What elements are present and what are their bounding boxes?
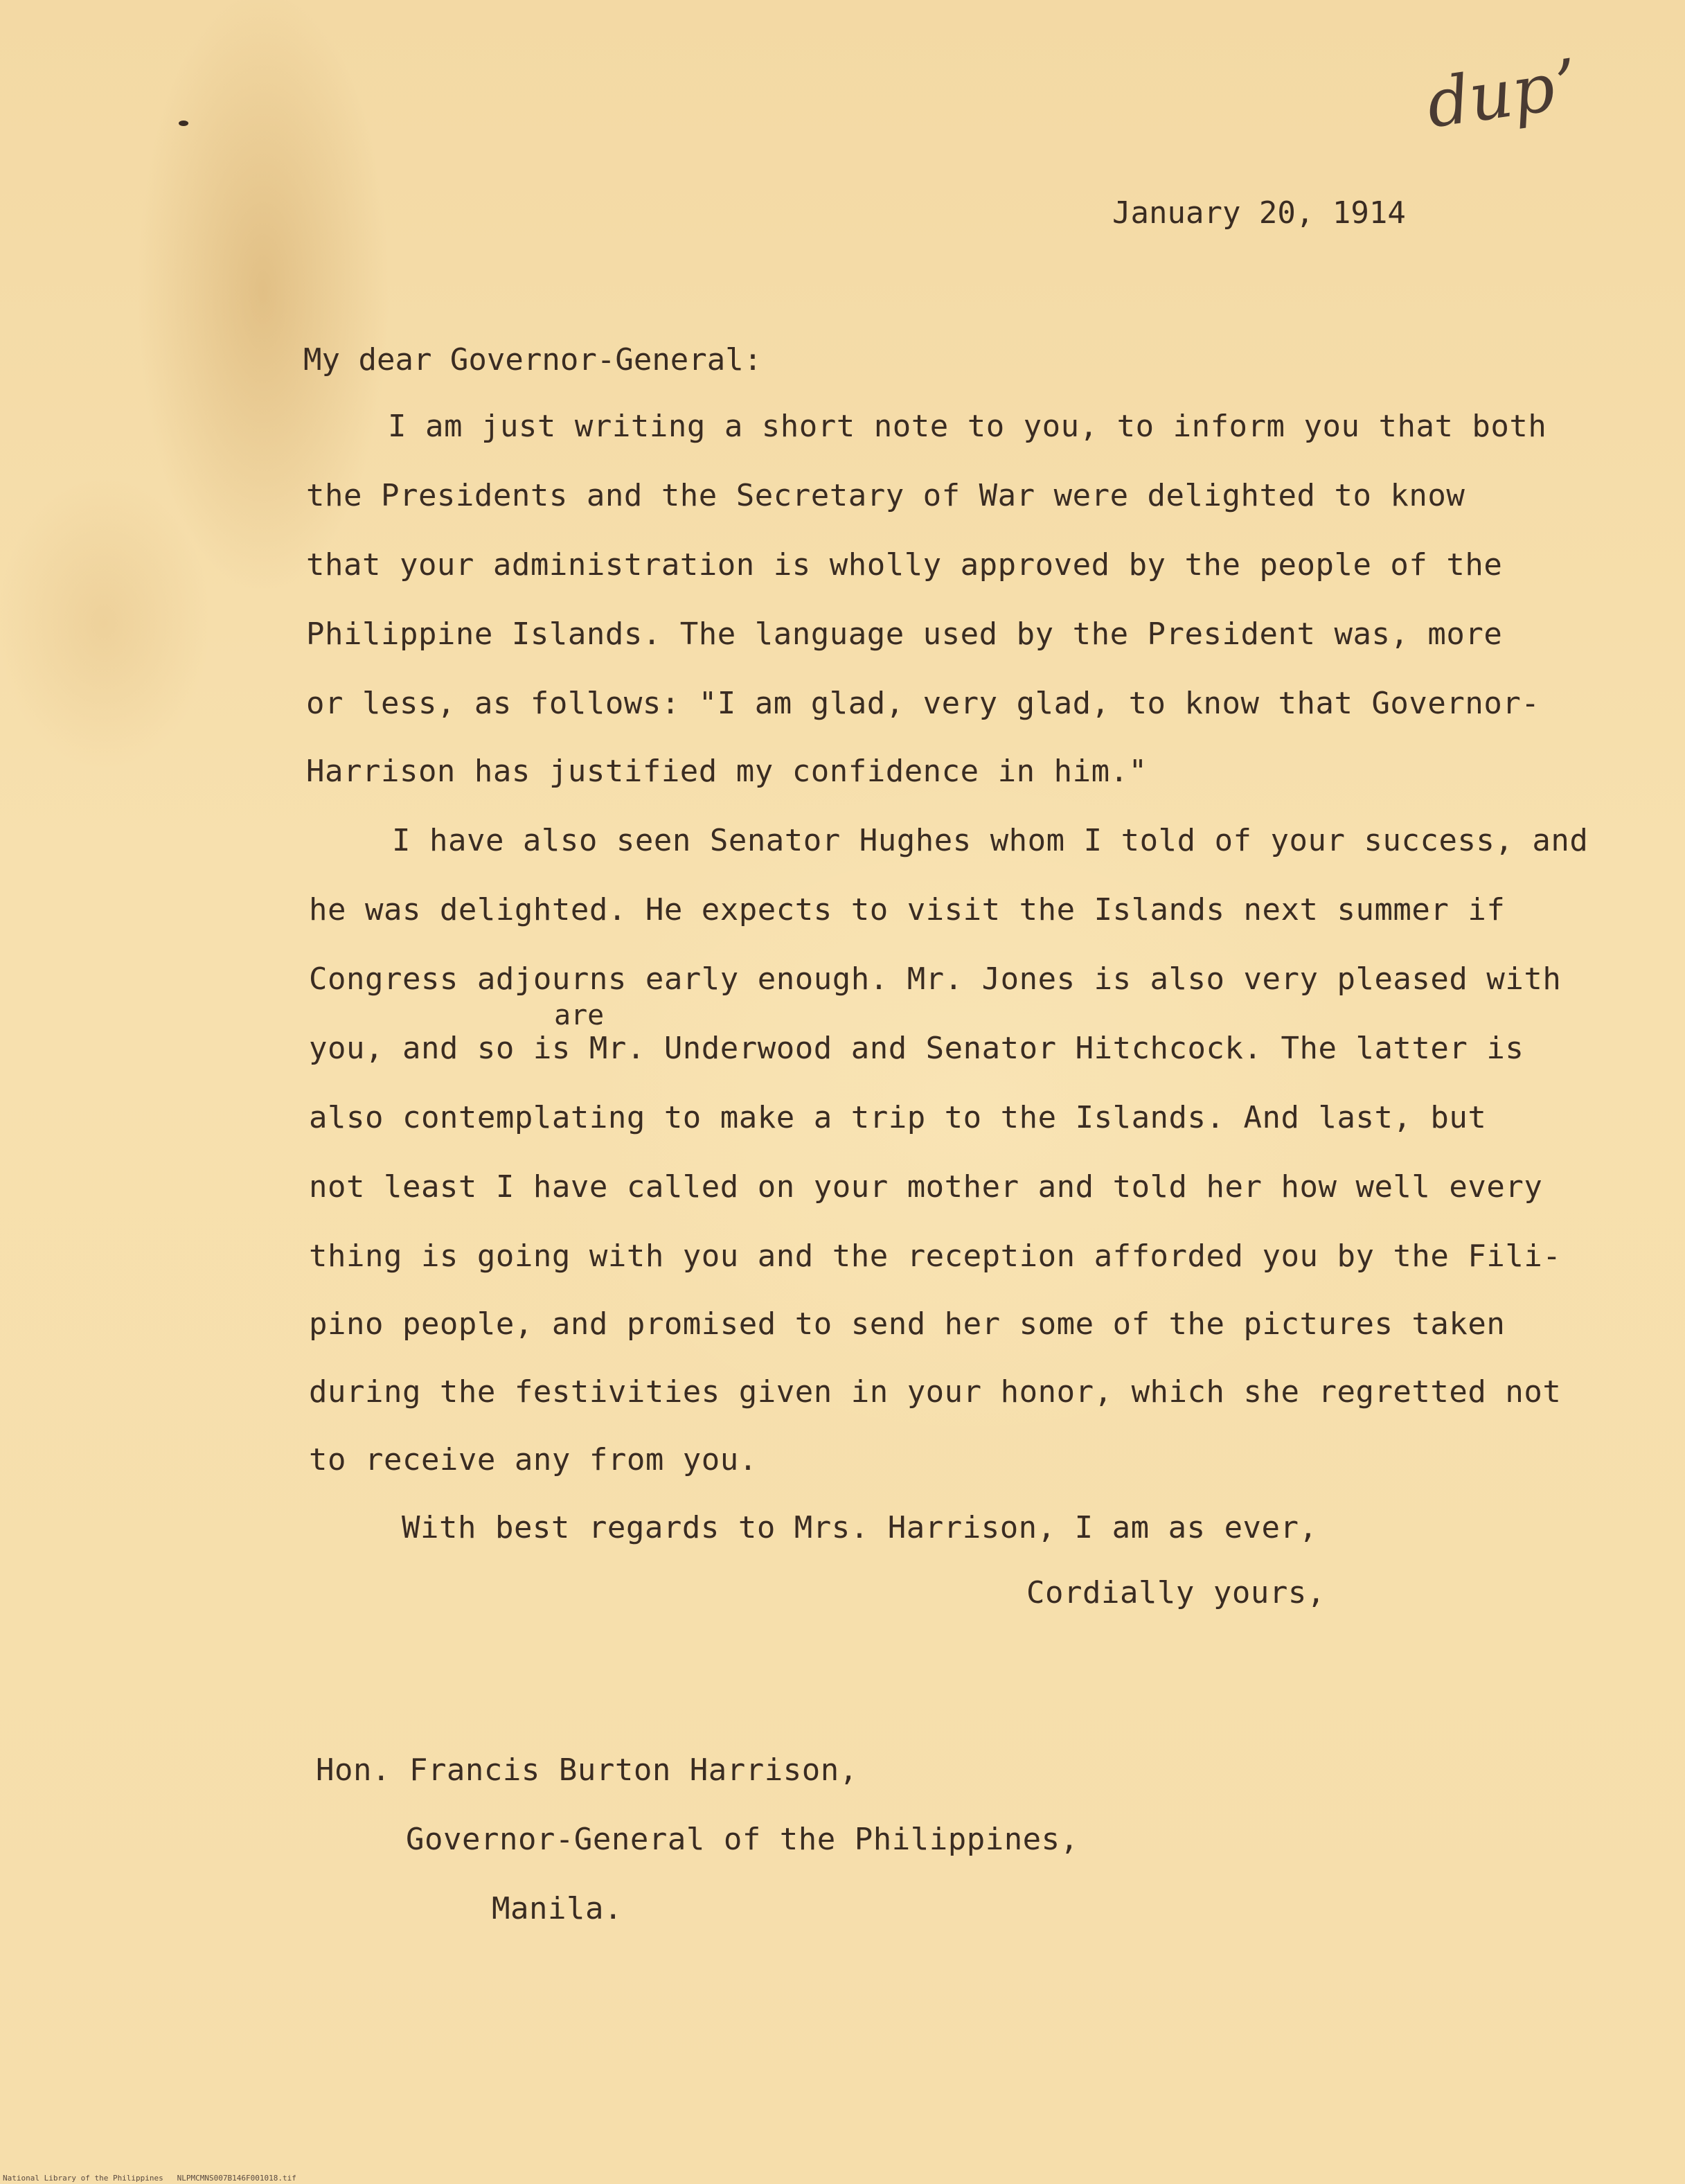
body-line: also contemplating to make a trip to the Islands. And last, but: [309, 1100, 1487, 1135]
body-line: not least I have called on your mother and told her how well every: [309, 1169, 1543, 1205]
archive-footer: National Library of the Philippines NLPMCMNS007B146F001018.tif: [3, 2174, 296, 2183]
body-line: thing is going with you and the reception afforded you by the Fili-: [309, 1239, 1562, 1274]
body-line: With best regards to Mrs. Harrison, I am as ever,: [402, 1510, 1318, 1545]
body-line: Harrison has justified my confidence in him.": [306, 754, 1148, 789]
address-title: Governor-General of the Philippines,: [406, 1822, 1079, 1857]
body-line: or less, as follows: "I am glad, very glad, to know that Governor-: [306, 686, 1540, 721]
address-name: Hon. Francis Burton Harrison,: [316, 1752, 858, 1788]
body-line: you, and so is Mr. Underwood and Senator Hitchcock. The latter is: [309, 1031, 1524, 1066]
body-line: pino people, and promised to send her some of the pictures taken: [309, 1306, 1506, 1342]
salutation: My dear Governor-General:: [303, 342, 763, 378]
interlinear-correction: are: [554, 1000, 605, 1031]
body-line: Congress adjourns early enough. Mr. Jones is also very pleased with: [309, 961, 1562, 997]
body-line: the Presidents and the Secretary of War were delighted to know: [306, 478, 1465, 513]
body-line: I have also seen Senator Hughes whom I told of your success, and: [392, 823, 1589, 858]
body-line: to receive any from you.: [309, 1442, 758, 1477]
handwritten-annotation: dupʼ: [1422, 45, 1580, 143]
body-line: during the festivities given in your honor, which she regretted not: [309, 1374, 1562, 1410]
body-line: that your administration is wholly approved by the people of the: [306, 547, 1503, 583]
closing: Cordially yours,: [1026, 1575, 1326, 1610]
letter-date: January 20, 1914: [1112, 195, 1406, 231]
body-line: I am just writing a short note to you, to inform you that both: [388, 409, 1547, 444]
address-city: Manila.: [492, 1891, 623, 1926]
body-line: Philippine Islands. The language used by the President was, more: [306, 616, 1503, 652]
body-line: he was delighted. He expects to visit the Islands next summer if: [309, 892, 1506, 927]
ink-speck: [179, 121, 188, 126]
